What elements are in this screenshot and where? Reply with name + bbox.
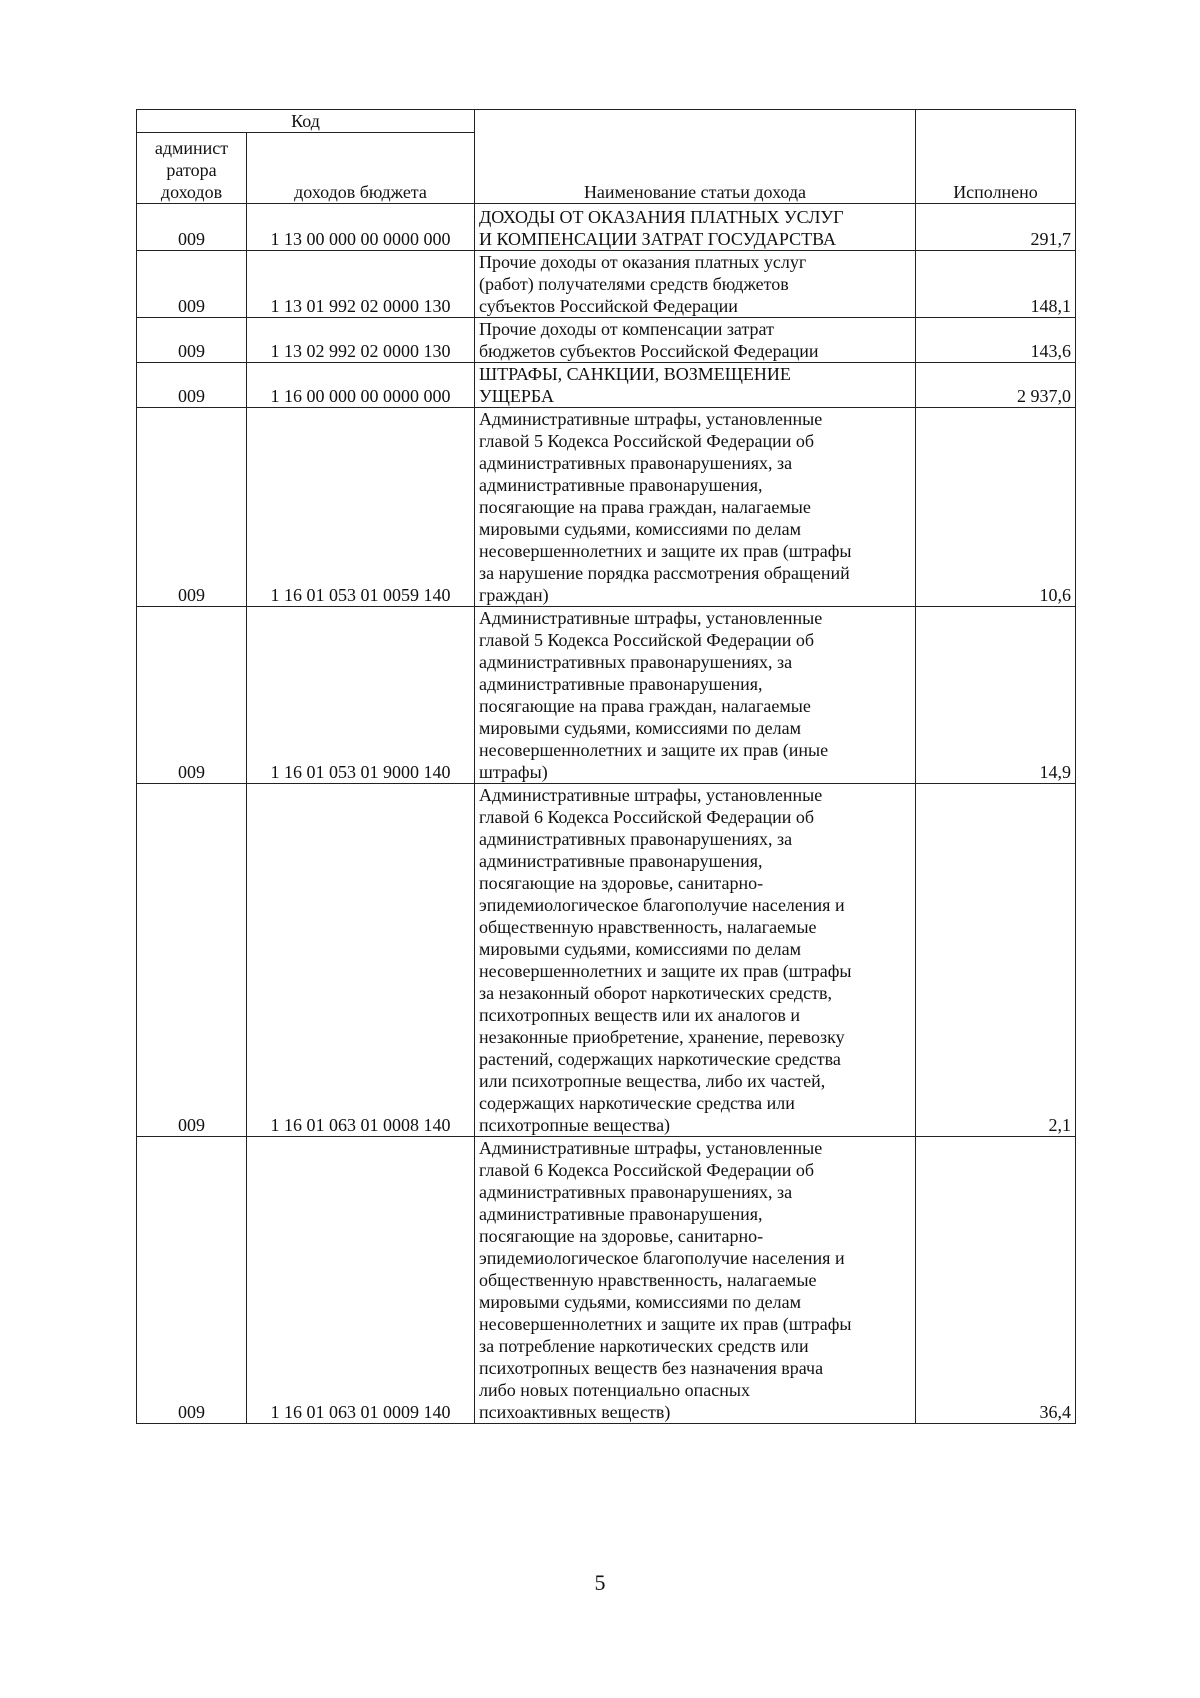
table-row bbox=[137, 784, 1076, 1137]
name-line: незаконные приобретение, хранение, перевозку bbox=[479, 1027, 845, 1047]
name-line: несовершеннолетних и защите их прав (штрафы bbox=[479, 961, 852, 981]
name-line: (работ) получателями средств бюджетов bbox=[479, 274, 789, 294]
table-row bbox=[137, 363, 1076, 408]
name-line: И КОМПЕНСАЦИИ ЗАТРАТ ГОСУДАРСТВА bbox=[479, 229, 836, 249]
name-line: Административные штрафы, установленные bbox=[479, 608, 823, 628]
table-row bbox=[137, 318, 1076, 363]
table-row bbox=[137, 607, 1076, 784]
table-row bbox=[137, 408, 1076, 607]
income-code-cell: 1 16 01 053 01 0059 140 bbox=[247, 408, 475, 607]
name-line: психотропных веществ или их аналогов и bbox=[479, 1005, 801, 1025]
income-code-cell: 1 16 01 053 01 9000 140 bbox=[247, 607, 475, 784]
income-code-cell: 1 16 00 000 00 0000 000 bbox=[247, 363, 475, 408]
header-admin-line: админист bbox=[154, 138, 229, 158]
income-name-cell bbox=[475, 784, 916, 1137]
header-admin-line: доходов bbox=[160, 182, 223, 202]
name-line: за незаконный оборот наркотических средств, bbox=[479, 983, 832, 1003]
name-line: главой 5 Кодекса Российской Федерации об bbox=[479, 630, 815, 650]
name-line: мировыми судьями, комиссиями по делам bbox=[479, 519, 801, 539]
name-line: содержащих наркотические средства или bbox=[479, 1093, 795, 1113]
name-line: главой 5 Кодекса Российской Федерации об bbox=[479, 431, 815, 451]
name-line: главой 6 Кодекса Российской Федерации об bbox=[479, 1160, 815, 1180]
name-line: за потребление наркотических средств или bbox=[479, 1336, 809, 1356]
name-line: мировыми судьями, комиссиями по делам bbox=[479, 939, 801, 959]
name-line: эпидемиологическое благополучие населения и bbox=[479, 1248, 845, 1268]
name-line: административные правонарушения, bbox=[479, 475, 763, 495]
table-row bbox=[137, 251, 1076, 318]
name-line: посягающие на здоровье, санитарно- bbox=[479, 873, 764, 893]
name-line: психотропных веществ без назначения врача bbox=[479, 1358, 824, 1378]
amount-cell: 143,6 bbox=[916, 318, 1076, 363]
header-row-top bbox=[137, 110, 1076, 133]
name-line: посягающие на права граждан, налагаемые bbox=[479, 696, 811, 716]
name-line: Административные штрафы, установленные bbox=[479, 1138, 823, 1158]
income-code-cell: 1 13 01 992 02 0000 130 bbox=[247, 251, 475, 318]
table-row bbox=[137, 1137, 1076, 1424]
header-budget-income: доходов бюджета bbox=[247, 133, 475, 204]
name-line: административные правонарушения, bbox=[479, 674, 763, 694]
name-line: мировыми судьями, комиссиями по делам bbox=[479, 1292, 801, 1312]
name-line: административных правонарушениях, за bbox=[479, 652, 793, 672]
income-name-cell bbox=[475, 204, 916, 251]
amount-cell: 2,1 bbox=[916, 784, 1076, 1137]
admin-code-cell: 009 bbox=[137, 363, 247, 408]
name-line: Административные штрафы, установленные bbox=[479, 409, 823, 429]
name-line: психоактивных веществ) bbox=[479, 1402, 671, 1422]
header-admin-line: ратора bbox=[166, 160, 217, 180]
income-name-cell bbox=[475, 607, 916, 784]
header-administrator bbox=[137, 133, 247, 204]
admin-code-cell: 009 bbox=[137, 1137, 247, 1424]
name-line: субъектов Российской Федерации bbox=[479, 296, 738, 316]
amount-cell: 14,9 bbox=[916, 607, 1076, 784]
amount-cell: 36,4 bbox=[916, 1137, 1076, 1424]
name-line: штрафы) bbox=[479, 762, 548, 782]
header-kod: Код bbox=[137, 110, 475, 133]
admin-code-cell: 009 bbox=[137, 784, 247, 1137]
name-line: общественную нравственность, налагаемые bbox=[479, 917, 817, 937]
name-line: административные правонарушения, bbox=[479, 1204, 763, 1224]
income-name-cell bbox=[475, 318, 916, 363]
amount-cell: 148,1 bbox=[916, 251, 1076, 318]
name-line: административных правонарушениях, за bbox=[479, 453, 793, 473]
page-number: 5 bbox=[594, 1570, 606, 1595]
income-code-cell: 1 13 02 992 02 0000 130 bbox=[247, 318, 475, 363]
name-line: Прочие доходы от компенсации затрат bbox=[479, 319, 774, 339]
name-line: бюджетов субъектов Российской Федерации bbox=[479, 341, 819, 361]
header-name: Наименование статьи дохода bbox=[475, 110, 916, 204]
name-line: эпидемиологическое благополучие населения и bbox=[479, 895, 845, 915]
table-row bbox=[137, 204, 1076, 251]
income-code-cell: 1 13 00 000 00 0000 000 bbox=[247, 204, 475, 251]
name-line: ДОХОДЫ ОТ ОКАЗАНИЯ ПЛАТНЫХ УСЛУГ bbox=[479, 207, 844, 227]
name-line: Административные штрафы, установленные bbox=[479, 785, 823, 805]
name-line: психотропные вещества) bbox=[479, 1115, 671, 1135]
name-line: административных правонарушениях, за bbox=[479, 1182, 793, 1202]
income-code-cell: 1 16 01 063 01 0008 140 bbox=[247, 784, 475, 1137]
name-line: посягающие на права граждан, налагаемые bbox=[479, 497, 811, 517]
income-code-cell: 1 16 01 063 01 0009 140 bbox=[247, 1137, 475, 1424]
income-name-cell bbox=[475, 251, 916, 318]
name-line: мировыми судьями, комиссиями по делам bbox=[479, 718, 801, 738]
admin-code-cell: 009 bbox=[137, 408, 247, 607]
income-table bbox=[136, 109, 1076, 1424]
name-line: главой 6 Кодекса Российской Федерации об bbox=[479, 807, 815, 827]
name-line: административные правонарушения, bbox=[479, 851, 763, 871]
name-line: УЩЕРБА bbox=[479, 386, 555, 406]
name-line: административных правонарушениях, за bbox=[479, 829, 793, 849]
name-line: граждан) bbox=[479, 585, 549, 605]
name-line: за нарушение порядка рассмотрения обращений bbox=[479, 563, 850, 583]
amount-cell: 10,6 bbox=[916, 408, 1076, 607]
name-line: несовершеннолетних и защите их прав (иные bbox=[479, 740, 829, 760]
amount-cell: 2 937,0 bbox=[916, 363, 1076, 408]
name-line: несовершеннолетних и защите их прав (штрафы bbox=[479, 1314, 852, 1334]
name-line: или психотропные вещества, либо их частей, bbox=[479, 1071, 826, 1091]
header-executed: Исполнено bbox=[916, 110, 1076, 204]
amount-cell: 291,7 bbox=[916, 204, 1076, 251]
name-line: Прочие доходы от оказания платных услуг bbox=[479, 252, 807, 272]
name-line: ШТРАФЫ, САНКЦИИ, ВОЗМЕЩЕНИЕ bbox=[479, 364, 791, 384]
name-line: общественную нравственность, налагаемые bbox=[479, 1270, 817, 1290]
admin-code-cell: 009 bbox=[137, 251, 247, 318]
admin-code-cell: 009 bbox=[137, 607, 247, 784]
income-name-cell bbox=[475, 1137, 916, 1424]
admin-code-cell: 009 bbox=[137, 318, 247, 363]
income-name-cell bbox=[475, 363, 916, 408]
name-line: посягающие на здоровье, санитарно- bbox=[479, 1226, 764, 1246]
name-line: несовершеннолетних и защите их прав (штрафы bbox=[479, 541, 852, 561]
income-name-cell bbox=[475, 408, 916, 607]
admin-code-cell: 009 bbox=[137, 204, 247, 251]
name-line: растений, содержащих наркотические средства bbox=[479, 1049, 841, 1069]
name-line: либо новых потенциально опасных bbox=[479, 1380, 750, 1400]
